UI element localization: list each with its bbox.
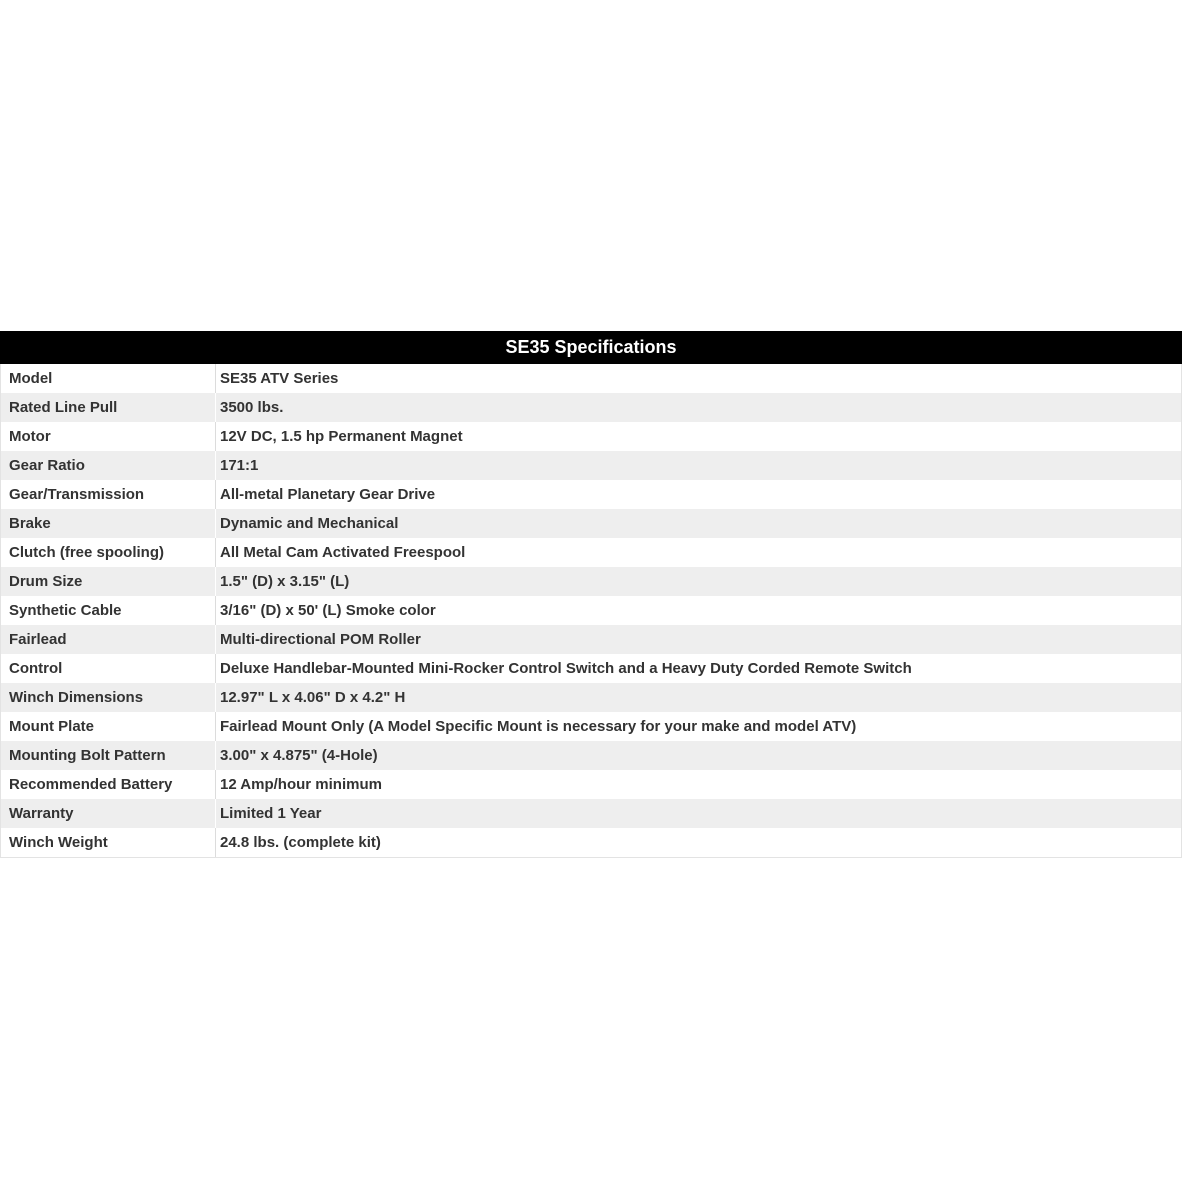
spec-value: Fairlead Mount Only (A Model Specific Mount is necessary for your make and model ATV) [220, 718, 857, 735]
spec-label: Gear/Transmission [1, 480, 216, 509]
spec-value: 3.00" x 4.875" (4-Hole) [220, 747, 378, 764]
spec-value: Limited 1 Year [220, 805, 322, 822]
spec-value: Dynamic and Mechanical [220, 515, 399, 532]
spec-value: Deluxe Handlebar-Mounted Mini-Rocker Control Switch and a Heavy Duty Corded Remote Switch [220, 660, 912, 677]
spec-value: 3/16" (D) x 50' (L) Smoke color [220, 602, 436, 619]
spec-label: Rated Line Pull [1, 393, 216, 422]
spec-value: All-metal Planetary Gear Drive [220, 486, 436, 503]
table-row [1, 741, 1181, 770]
table-row [1, 625, 1181, 654]
spec-label: Gear Ratio [1, 451, 216, 480]
spec-value: Multi-directional POM Roller [220, 631, 421, 648]
table-body [1, 364, 1181, 857]
spec-value: 171:1 [220, 457, 259, 474]
spec-label: Clutch (free spooling) [1, 538, 216, 567]
table-title: SE35 Specifications [0, 331, 1182, 364]
spec-value: 12V DC, 1.5 hp Permanent Magnet [220, 428, 463, 445]
spec-label: Drum Size [1, 567, 216, 596]
spec-value: 12.97" L x 4.06" D x 4.2" H [220, 689, 406, 706]
table-row [1, 567, 1181, 596]
table-row [1, 828, 1181, 857]
spec-label: Model [1, 364, 216, 393]
spec-label: Fairlead [1, 625, 216, 654]
table-row [1, 480, 1181, 509]
table-row [1, 770, 1181, 799]
table-row [1, 538, 1181, 567]
table-row [1, 683, 1181, 712]
spec-label: Mounting Bolt Pattern [1, 741, 216, 770]
table-row [1, 509, 1181, 538]
spec-value: 24.8 lbs. (complete kit) [220, 834, 381, 851]
table-row [1, 596, 1181, 625]
spec-value: 12 Amp/hour minimum [220, 776, 382, 793]
table-row [1, 364, 1181, 393]
table-row [1, 799, 1181, 828]
spec-value: All Metal Cam Activated Freespool [220, 544, 466, 561]
table-row [1, 712, 1181, 741]
spec-label: Winch Dimensions [1, 683, 216, 712]
spec-value: 3500 lbs. [220, 399, 284, 416]
table-row [1, 393, 1181, 422]
spec-label: Recommended Battery [1, 770, 216, 799]
spec-label: Synthetic Cable [1, 596, 216, 625]
spec-label: Brake [1, 509, 216, 538]
spec-value: 1.5" (D) x 3.15" (L) [220, 573, 350, 590]
specifications-table [0, 331, 1182, 858]
table-row [1, 451, 1181, 480]
spec-label: Control [1, 654, 216, 683]
spec-label: Warranty [1, 799, 216, 828]
spec-value: SE35 ATV Series [220, 370, 339, 387]
table-row [1, 654, 1181, 683]
spec-label: Winch Weight [1, 828, 216, 857]
table-row [1, 422, 1181, 451]
spec-label: Motor [1, 422, 216, 451]
spec-label: Mount Plate [1, 712, 216, 741]
